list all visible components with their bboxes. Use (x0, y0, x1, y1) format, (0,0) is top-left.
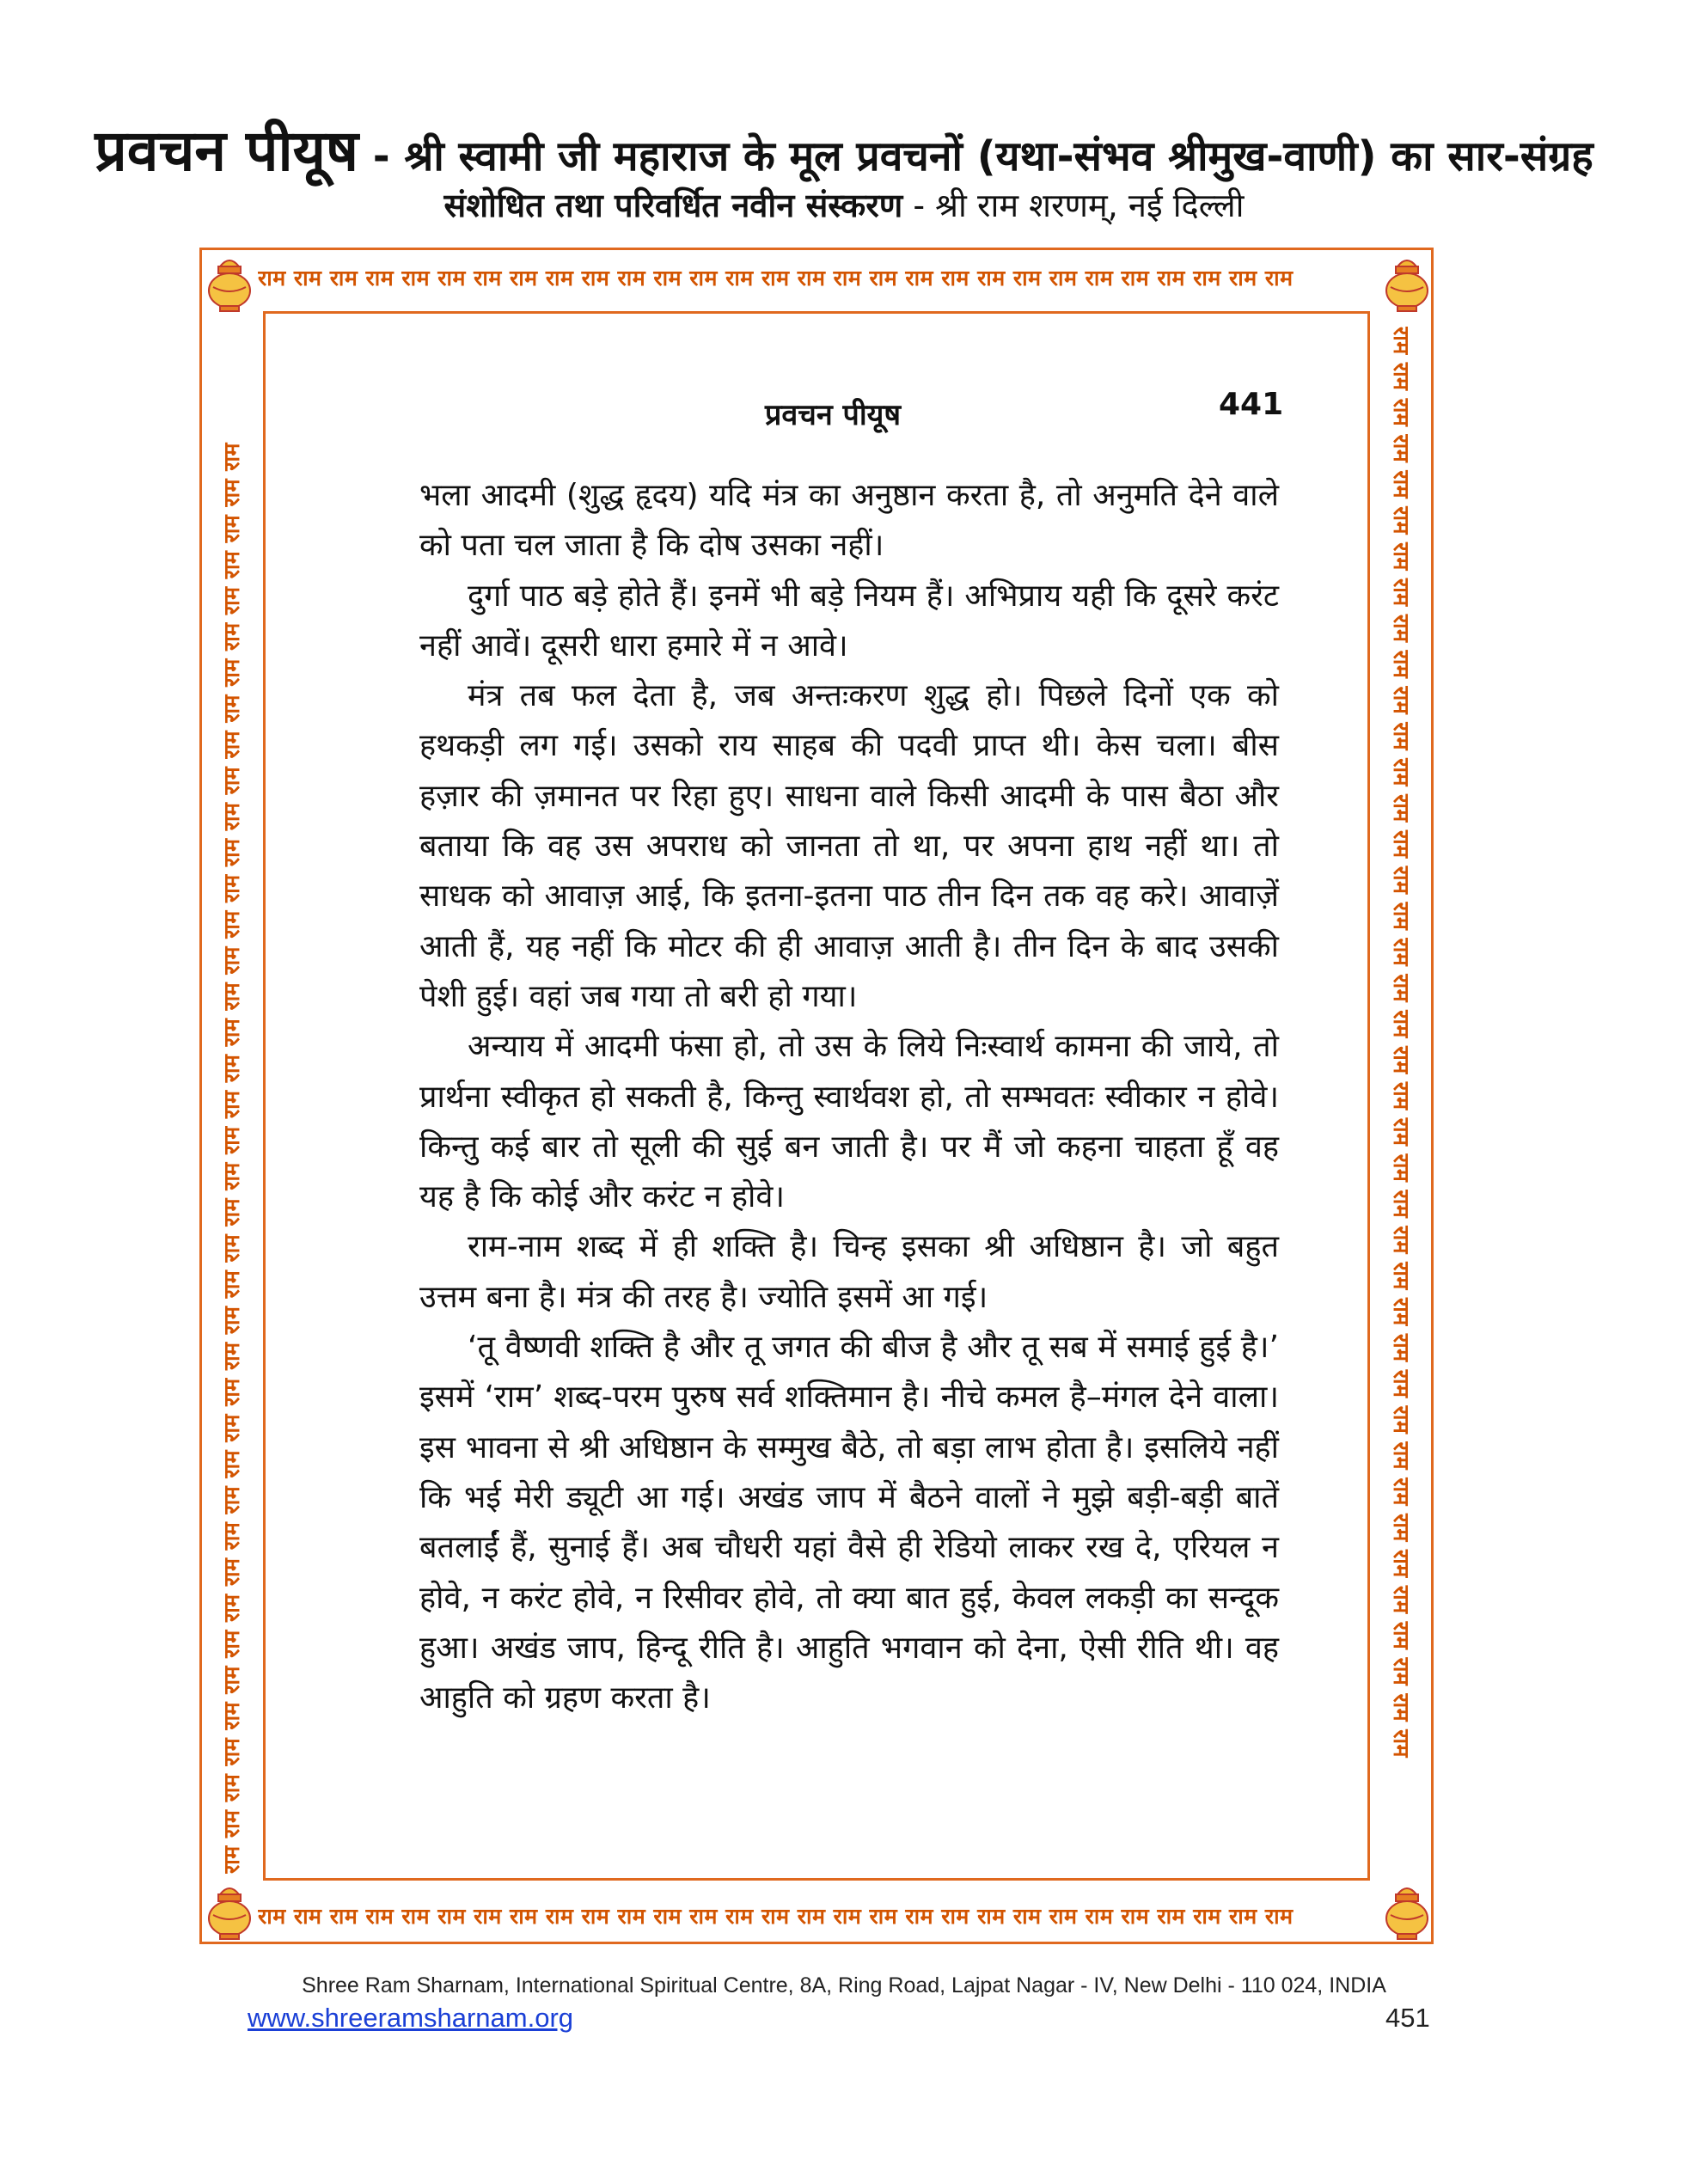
body-text (419, 471, 1279, 1723)
kalash-icon (201, 1879, 258, 1941)
edition-line (0, 182, 1688, 227)
book-page-number: 441 (1219, 387, 1284, 422)
pdf-page-number: 451 (1385, 2003, 1430, 2033)
kalash-icon (201, 251, 258, 313)
ram-border-bottom: राम राम राम राम राम राम राम राम राम राम राम राम राम राम राम राम राम राम राम राम राम राम राम राम राम राम राम राम राम (258, 1904, 1294, 1929)
ram-border-right (1382, 327, 1420, 1874)
paragraph: राम-नाम शब्द में ही शक्ति है। चिन्ह इसका श्री अधिष्ठान है। जो बहुत उत्तम बना है। मंत्र की तरह है। ज्योति इसमें आ गई। (419, 1229, 1279, 1315)
paragraph: दुर्गा पाठ बड़े होते हैं। इनमें भी बड़े नियम हैं। अभिप्राय यही कि दूसरे करंट नहीं आवें। दूसरी धारा हमारे में न आवे। (419, 578, 1279, 664)
footer-address: Shree Ram Sharnam, International Spiritual Centre, 8A, Ring Road, Lajpat Nagar - IV, New Delhi - 110 024, INDIA (302, 1973, 1386, 1997)
paragraph: भला आदमी (शुद्ध हृदय) यदि मंत्र का अनुष्ठान करता है, तो अनुमति देने वाले को पता चल जाता है कि दोष उसका नहीं। (419, 478, 1279, 564)
publisher-label: - श्री राम शरणम्, नई दिल्ली (902, 187, 1245, 224)
ram-border-left (213, 327, 251, 1874)
edition-label: संशोधित तथा परिवर्धित नवीन संस्करण (443, 187, 903, 224)
running-title: प्रवचन पीयूष (765, 398, 902, 432)
paragraph: ‘तू वैष्णवी शक्ति है और तू जगत की बीज है और तू सब में समाई हुई है।’ इसमें ‘राम’ शब्द-परम पुरुष सर्व शक्तिमान है। नीचे कमल है–मंगल देने वाला। इस भावना से श्री अधिष्ठान के सम्मुख बैठे, तो बड़ा लाभ होता है। इसलिये नहीं कि भई मेरी ड्यूटी आ गई। अखंड जाप में बैठने वालों ने मुझे बड़ी-बड़ी बातें बतलाईं हैं, सुनाई हैं। अब चौधरी यहां वैसे ही रेडियो लाकर रख दे, एरियल न होवे, न करंट होवे, न रिसीवर होवे, तो क्या बात हुई, केवल लकड़ी का सन्दूक हुआ। अखंड जाप, हिन्दू रीति है। आहुति भगवान को देना, ऐसी रीति थी। वह आहुति को ग्रहण करता है। (419, 1330, 1279, 1716)
paragraph: मंत्र तब फल देता है, जब अन्तःकरण शुद्ध हो। पिछले दिनों एक को हथकड़ी लग गई। उसको राय साहब की पदवी प्राप्त थी। केस चला। बीस हज़ार की ज़मानत पर रिहा हुए। साधना वाले किसी आदमी के पास बैठा और बताया कि वह उस अपराध को जानता तो था, पर अपना हाथ नहीं था। तो साधक को आवाज़ आई, कि इतना-इतना पाठ तीन दिन तक वह करे। आवाज़ें आती हैं, यह नहीं कि मोटर की ही आवाज़ आती है। तीन दिन के बाद उसकी पेशी हुई। वहां जब गया तो बरी हो गया। (419, 678, 1279, 1014)
paragraph: अन्याय में आदमी फंसा हो, तो उस के लिये निःस्वार्थ कामना की जाये, तो प्रार्थना स्वीकृत हो सकती है, किन्तु स्वार्थवश हो, तो सम्भवतः स्वीकार न होवे। किन्तु कई बार तो सूली की सुई बन जाती है। पर मैं जो कहना चाहता हूँ वह यह है कि कोई और करंट न होवे। (419, 1029, 1279, 1215)
website-link[interactable]: www.shreeramsharnam.org (248, 2003, 574, 2033)
document-header (0, 110, 1688, 187)
ram-border-left-text: राम राम राम राम राम राम राम राम राम राम राम राम राम राम राम राम राम राम राम राम राम राम राम राम राम राम राम राम राम राम राम राम राम राम राम राम राम राम राम राम (219, 443, 244, 1874)
book-description: - श्री स्वामी जी महाराज के मूल प्रवचनों (यथा-संभव श्रीमुख-वाणी) का सार-संग्रह (358, 132, 1593, 180)
book-title: प्रवचन पीयूष (95, 118, 359, 184)
ram-border-top: राम राम राम राम राम राम राम राम राम राम राम राम राम राम राम राम राम राम राम राम राम राम राम राम राम राम राम राम राम (258, 266, 1294, 291)
ram-border-right-text: राम राम राम राम राम राम राम राम राम राम राम राम राम राम राम राम राम राम राम राम राम राम राम राम राम राम राम राम राम राम राम राम राम राम राम राम राम राम राम राम (1389, 327, 1414, 1758)
kalash-icon (1379, 1879, 1435, 1941)
kalash-icon (1379, 251, 1435, 313)
